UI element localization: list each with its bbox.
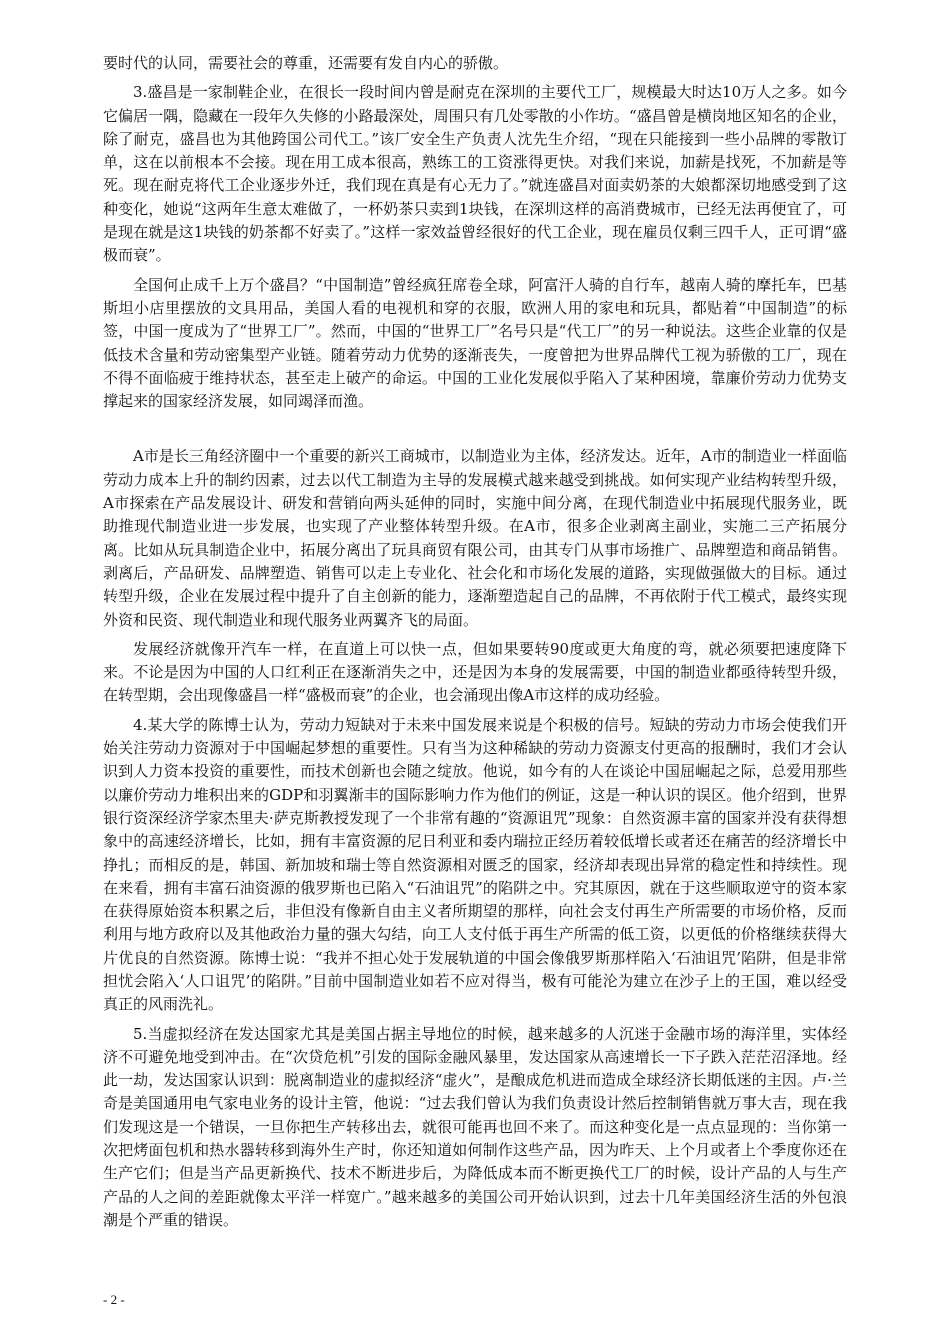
paragraph-continuation: 要时代的认同，需要社会的尊重，还需要有发自内心的骄傲。 (103, 54, 509, 72)
paragraph-5-virtual-economy: 5.当虚拟经济在发达国家尤其是美国占据主导地位的时候，越来越多的人沉迷于金融市场的海洋里，实体经济不可避免地受到冲击。在“次贷危机”引发的国际金融风暴里，发达国家从高速增长一下子跌入茫茫沼泽地。经此一劫，发达国家认识到：脱离制造业的虚拟经济“虚火”，是酿成危机进而造成全球经济长期低迷的主因。卢·兰奇是美国通用电气家电业务的设计主管，他说：“过去我们曾认为我们负责设计然后控制销售就万事大吉，现在我们发现这是一个错误，一旦你把生产转移出去，就很可能再也回不来了。而这种变化是一点点显现的：当你第一次把烤面包机和热水器转移到海外生产时，你还知道如何制作这些产品，因为昨天、上个月或者上个季度你还在生产它们；但是当产品更新换代、技术不断进步后，为降低成本而不断更换代工厂的时候，设计产品的人与生产产品的人之间的差距就像太平洋一样宽广。”越来越多的美国公司开始认识到，过去十几年美国经济生活的外包浪潮是个严重的错误。 (103, 1024, 847, 1229)
paragraph-3-shengchang: 3.盛昌是一家制鞋企业，在很长一段时间内曾是耐克在深圳的主要代工厂，规模最大时达10万人之多。如今它偏居一隅，隐藏在一段年久失修的小路最深处，周围只有几处零散的小作坊。“盛昌曾是横岗地区知名的企业，除了耐克，盛昌也为其他跨国公司代工。”该厂安全生产负责人沈先生介绍，“现在只能接到一些小品牌的零散订单，这在以前根本不会接。现在用工成本很高，熟练工的工资涨得更快。对我们来说，加薪是找死，不加薪是等死。现在耐克将代工企业逐步外迁，我们现在真是有心无力了。”就连盛昌对面卖奶茶的大娘都深切地感受到了这种变化，她说“这两年生意太难做了，一杯奶茶只卖到1块钱，在深圳这样的高消费城市，已经无法再便宜了，可是现在就是这1块钱的奶茶都不好卖了。”这样一家效益曾经很好的代工企业，现在雇员仅剩三四千人，正可谓“盛极而衰”。 (103, 83, 847, 265)
paragraph-world-factory: 全国何止成千上万个盛昌？“中国制造”曾经疯狂席卷全球，阿富汗人骑的自行车，越南人骑的摩托车，巴基斯坦小店里摆放的文具用品，美国人看的电视机和穿的衣服，欧洲人用的家电和玩具，都贴着“中国制造”的标签，中国一度成为了“世界工厂”。然而，中国的“世界工厂”名号只是“代工厂”的另一种说法。这些企业靠的仅是低技术含量和劳动密集型产业链。随着劳动力优势的逐渐丧失，一度曾把为世界品牌代工视为骄傲的工厂，现在不得不面临疲于维持状态，甚至走上破产的命运。中国的工业化发展似乎陷入了某种困境，靠廉价劳动力优势支撑起来的国家经济发展，如同竭泽而渔。 (103, 275, 847, 411)
paragraph-a-city: A市是长三角经济圈中一个重要的新兴工商城市，以制造业为主体，经济发达。近年，A市的制造业一样面临劳动力成本上升的制约因素，过去以代工制造为主导的发展模式越来越受到挑战。如何实现产业结构转型升级，A市探索在产品发展设计、研发和营销向两头延伸的同时，实施中间分离，在现代制造业中拓展现代服务业，既助推现代制造业进一步发展，也实现了产业整体转型升级。在A市，很多企业剥离主副业，实施二三产拓展分离。比如从玩具制造企业中，拓展分离出了玩具商贸有限公司，由其专门从事市场推广、品牌塑造和商品销售。剥离后，产品研发、品牌塑造、销售可以走上专业化、社会化和市场化发展的道路，实现做强做大的目标。通过转型升级，企业在发展过程中提升了自主创新的能力，逐渐塑造起自己的品牌，不再依附于代工模式，最终实现外资和民资、现代制造业和现代服务业两翼齐飞的局面。 (103, 447, 847, 629)
document-body (103, 52, 847, 1232)
page-number: - 2 - (103, 1292, 125, 1307)
paragraph-driving-analogy: 发展经济就像开汽车一样，在直道上可以快一点，但如果要转90度或更大角度的弯，就必须要把速度降下来。不论是因为中国的人口红利正在逐渐消失之中，还是因为本身的发展需要，中国的制造业都亟待转型升级，在转型期，会出现像盛昌一样“盛极而衰”的企业，也会涌现出像A市这样的成功经验。 (103, 639, 847, 705)
paragraph-4-labor-shortage: 4.某大学的陈博士认为，劳动力短缺对于未来中国发展来说是个积极的信号。短缺的劳动力市场会使我们开始关注劳动力资源对于中国崛起梦想的重要性。只有当为这种稀缺的劳动力资源支付更高的报酬时，我们才会认识到人力资本投资的重要性，而技术创新也会随之绽放。他说，如今有的人在谈论中国屈崛起之际，总爱用那些以廉价劳动力堆积出来的GDP和羽翼渐丰的国际影响力作为他们的例证，这是一种认识的误区。他介绍到，世界银行资深经济学家杰里夫·萨克斯教授发现了一个非常有趣的“资源诅咒”现象：自然资源丰富的国家并没有获得想象中的高速经济增长，比如，拥有丰富资源的尼日利亚和委内瑞拉正经历着较低增长或者还在痛苦的经济增长中挣扎；而相反的是，韩国、新加坡和瑞士等自然资源相对匮乏的国家，经济却表现出异常的稳定性和持续性。现在来看，拥有丰富石油资源的俄罗斯也已陷入“石油诅咒”的陷阱之中。究其原因，就在于这些顺取逆守的资本家在获得原始资本积累之后，非但没有像新自由主义者所期望的那样，向社会支付再生产所需要的市场价格，反而利用与地方政府以及其他政治力量的强大勾结，向工人支付低于再生产所需的低工资，以更低的价格继续获得大片优良的自然资源。陈博士说：“我并不担心处于发展轨道的中国会像俄罗斯那样陷入‘石油诅咒’陷阱，但是非常担忧会陷入‘人口诅咒’的陷阱。”目前中国制造业如若不应对得当，极有可能沦为建立在沙子上的王国，难以经受真正的风雨洗礼。 (103, 715, 847, 1014)
